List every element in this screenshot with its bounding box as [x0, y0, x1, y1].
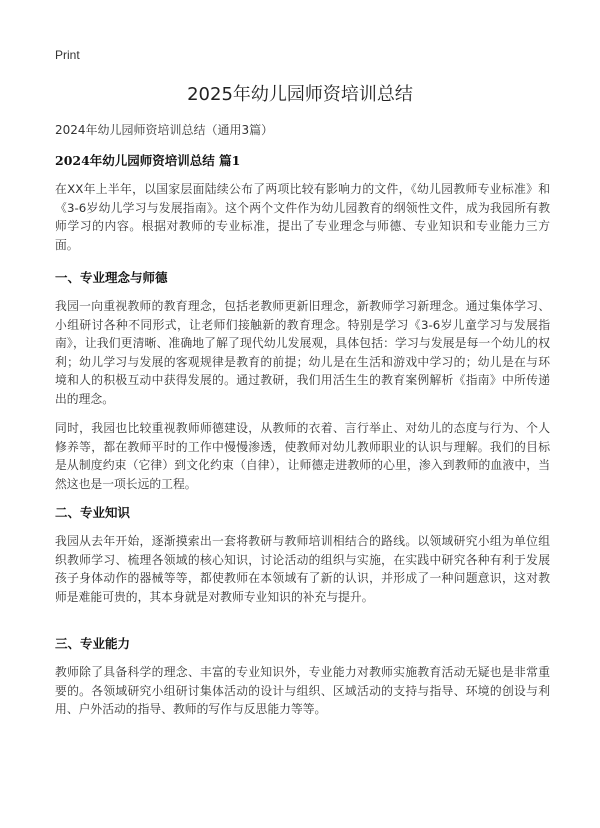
intro-paragraph: 在XX年上半年，以国家层面陆续公布了两项比较有影响力的文件，《幼儿园教师专业标准》和《3-6岁幼儿学习与发展指南》。这个两个文件作为幼儿园教育的纲领性文件，成为我园所有教师学习的内容。根据对教师的专业标准，提出了专业理念与师德、专业知识和专业能力三方面。	[55, 182, 550, 252]
section1-paragraph-1: 我园一向重视教师的教育理念，包括老教师更新旧理念，新教师学习新理念。通过集体学习、小组研讨各种不同形式，让老师们接触新的教育理念。特别是学习《3-6岁儿童学习与发展指南》，让我们更清晰、准确地了解了现代幼儿发展观，具体包括：学习与发展是每一个幼儿的权利；幼儿学习与发展的客观规律是教育的前提；幼儿是在生活和游戏中学习的；幼儿是在与环境和人的积极互动中获得发展的。通过教研，我们用活生生的教育案例解析《指南》中所传递出的理念。	[55, 299, 550, 406]
page-title: 2025年幼儿园师资培训总结	[187, 84, 413, 105]
section-heading-professional-ethics: 一、专业理念与师德	[55, 270, 168, 285]
document-subtitle: 2024年幼儿园师资培训总结（通用3篇）	[55, 123, 274, 137]
section-heading-professional-ability: 三、专业能力	[55, 636, 131, 651]
section3-paragraph-1: 教师除了具备科学的理念、丰富的专业知识外，专业能力对教师实施教育活动无疑也是非常重要的。各领域研究小组研讨集体活动的设计与组织、区域活动的支持与指导、环境的创设与利用、户外活动的指导、教师的写作与反思能力等等。	[55, 665, 550, 716]
section-heading-professional-knowledge: 二、专业知识	[55, 505, 131, 520]
section2-paragraph-1: 我园从去年开始，逐渐摸索出一套将教研与教师培训相结合的路线。以领域研究小组为单位组织教师学习、梳理各领域的核心知识，讨论活动的组织与实施，在实践中研究各种有利于发展孩子身体动作的器械等等，都使教师在本领域有了新的认识，并形成了一种问题意识，这对教师是难能可贵的，其本身就是对教师专业知识的补充与提升。	[55, 534, 550, 604]
section1-paragraph-2: 同时，我园也比较重视教师师德建设，从教师的衣着、言行举止、对幼儿的态度与行为、个人修养等，都在教师平时的工作中慢慢渗透，使教师对幼儿教师职业的认识与理解。我们的目标是从制度约束（它律）到文化约束（自律），让师德走进教师的心里，渗入到教师的血液中，当然这也是一项长远的工程。	[55, 421, 550, 491]
chapter-title: 2024年幼儿园师资培训总结 篇1	[55, 153, 241, 168]
print-link[interactable]: Print	[55, 48, 80, 62]
